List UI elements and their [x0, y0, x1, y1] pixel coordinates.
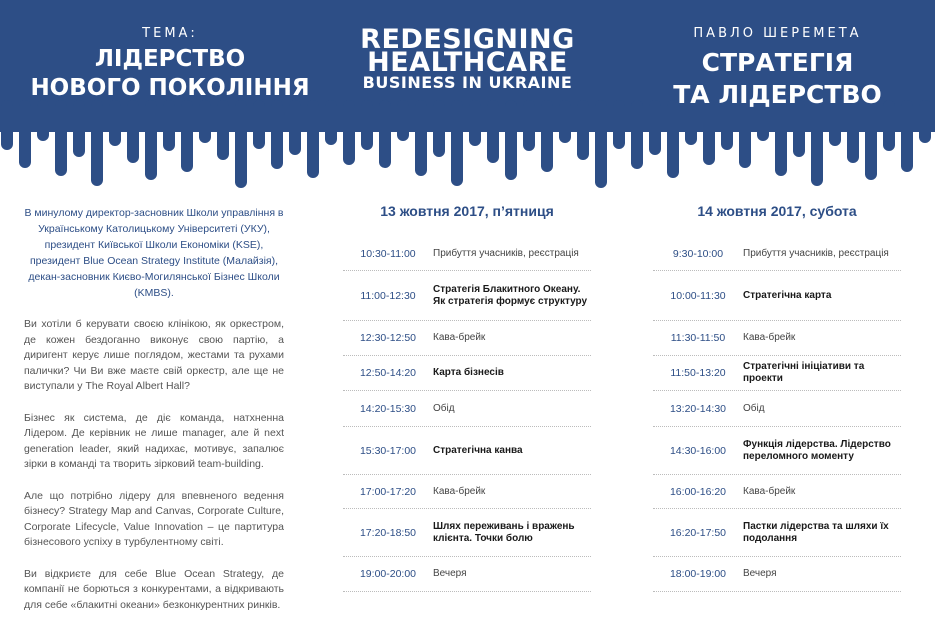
schedule-row [343, 237, 591, 271]
schedule-time: 13:20-14:30 [669, 402, 727, 415]
speaker-bio: В минулому директор-засновник Школи управління в Українському Католицькому Університеті (УКУ), президент Київської Школи Економіки (KSE), президент Blue Ocean Strategy Institute (Малайзія), декан-засновник Києво-Могилянської Бізнес Школи (KMBS). [24, 207, 284, 299]
schedule-time: 16:20-17:50 [669, 526, 727, 539]
event-subtitle: BUSINESS IN UKRAINE [362, 73, 573, 92]
topic-label: ТЕМА: [142, 26, 198, 41]
schedule-time: 17:20-18:50 [359, 526, 417, 539]
speaker-header [630, 26, 925, 111]
schedule-time: 9:30-10:00 [672, 247, 724, 260]
schedule-row [653, 557, 901, 592]
schedule-time: 11:30-11:50 [670, 332, 726, 344]
schedule-row [653, 321, 901, 356]
topic-header [20, 26, 320, 103]
day-1-rows [343, 237, 591, 592]
schedule-day-1 [343, 203, 591, 592]
intro-column [24, 205, 284, 621]
schedule-activity: Кава-брейк [743, 332, 796, 343]
intro-paragraph: Але що потрібно лідеру для впевненого ведення бізнесу? Strategy Map and Canvas, Corporate Culture, Corporate Lifecycle, Value Innovation – це партитура бізнесового успіху в турбулентному світі. [24, 489, 284, 548]
schedule-activity: Обід [743, 402, 765, 414]
schedule-activity: Стратегія Блакитного Океану. Як стратегія формує структуру [433, 283, 588, 307]
intro-paragraph: Ви хотіли б керувати своєю клінікою, як оркестром, де кожен бездоганно виконує свою партію, а диригент керує лише поглядом, жестами та рухами палички? Чи Ви вже маєте свій оркестр, але ще не виступали у The Royal Albert Hall? [24, 318, 284, 392]
schedule-row [343, 427, 591, 475]
event-title-line2: HEALTHCARE [367, 47, 568, 78]
schedule-day-2 [653, 203, 901, 592]
schedule-activity: Вечеря [433, 568, 467, 579]
day-1-date: 13 жовтня 2017, п’ятниця [380, 203, 554, 219]
schedule-activity: Стратегічні ініціативи та проекти [743, 361, 865, 384]
schedule-row [653, 237, 901, 271]
event-title-block [330, 24, 605, 92]
schedule-activity: Прибуття учасників, реєстрація [433, 247, 579, 259]
schedule-row [343, 271, 591, 321]
schedule-time: 15:30-17:00 [359, 444, 417, 457]
schedule-time: 11:50-13:20 [670, 367, 726, 379]
schedule-activity: Кава-брейк [433, 332, 486, 343]
schedule-activity: Обід [433, 402, 455, 414]
schedule-time: 10:00-11:30 [670, 289, 726, 302]
schedule-activity: Карта бізнесів [433, 367, 504, 378]
schedule-row [653, 475, 901, 509]
schedule-time: 12:30-12:50 [359, 332, 417, 344]
schedule-time: 12:50-14:20 [359, 367, 417, 379]
schedule-time: 11:00-12:30 [360, 289, 416, 302]
schedule-time: 18:00-19:00 [669, 568, 727, 580]
schedule-time: 16:00-16:20 [669, 485, 727, 498]
schedule-row [653, 271, 901, 321]
schedule-time: 14:30-16:00 [669, 444, 727, 457]
schedule-activity: Пастки лідерства та шляхи їх подолання [743, 520, 889, 544]
course-title-line2: ТА ЛІДЕРСТВО [673, 80, 882, 109]
schedule-row [343, 557, 591, 592]
schedule-row [343, 321, 591, 356]
event-title-line1: REDESIGNING [360, 24, 575, 55]
schedule-activity: Прибуття учасників, реєстрація [743, 247, 889, 259]
schedule-activity: Функція лідерства. Лідерство переломного моменту [743, 438, 891, 462]
schedule-time: 17:00-17:20 [359, 485, 417, 498]
schedule-activity: Кава-брейк [433, 485, 486, 497]
schedule-time: 19:00-20:00 [359, 568, 417, 580]
schedule-row [653, 356, 901, 391]
intro-paragraph: Ви відкриєте для себе Blue Ocean Strategy, де компанії не борються з конкурентами, а відкривають для себе «блакитні океани» безконкурентних ринків. [24, 567, 284, 611]
schedule-activity: Вечеря [743, 568, 777, 579]
course-title-line1: СТРАТЕГІЯ [701, 48, 854, 77]
schedule-row [343, 509, 591, 557]
schedule-activity: Шлях переживань і вражень клієнта. Точки болю [433, 520, 575, 544]
schedule-row [343, 475, 591, 509]
schedule-row [653, 509, 901, 557]
day-2-date: 14 жовтня 2017, субота [697, 203, 857, 219]
schedule-row [653, 427, 901, 475]
speaker-name: ПАВЛО ШЕРЕМЕТА [693, 26, 862, 41]
schedule-row [653, 391, 901, 427]
day-2-rows [653, 237, 901, 592]
schedule-activity: Кава-брейк [743, 485, 796, 497]
schedule-row [343, 391, 591, 427]
topic-title-line1: ЛІДЕРСТВО [94, 46, 246, 72]
schedule-time: 10:30-11:00 [360, 247, 416, 260]
intro-paragraph: Бізнес як система, де діє команда, натхненна Лідером. Де керівник не лише manager, але й next generation leader, який надихає, мотивує, запалює зірки в команді та творить зірковий team-building. [24, 411, 284, 470]
schedule-time: 14:20-15:30 [359, 402, 417, 415]
topic-title-line2: НОВОГО ПОКОЛІННЯ [30, 75, 310, 101]
schedule-row [343, 356, 591, 391]
schedule-activity: Стратегічна карта [743, 289, 832, 301]
schedule-activity: Стратегічна канва [433, 444, 523, 456]
